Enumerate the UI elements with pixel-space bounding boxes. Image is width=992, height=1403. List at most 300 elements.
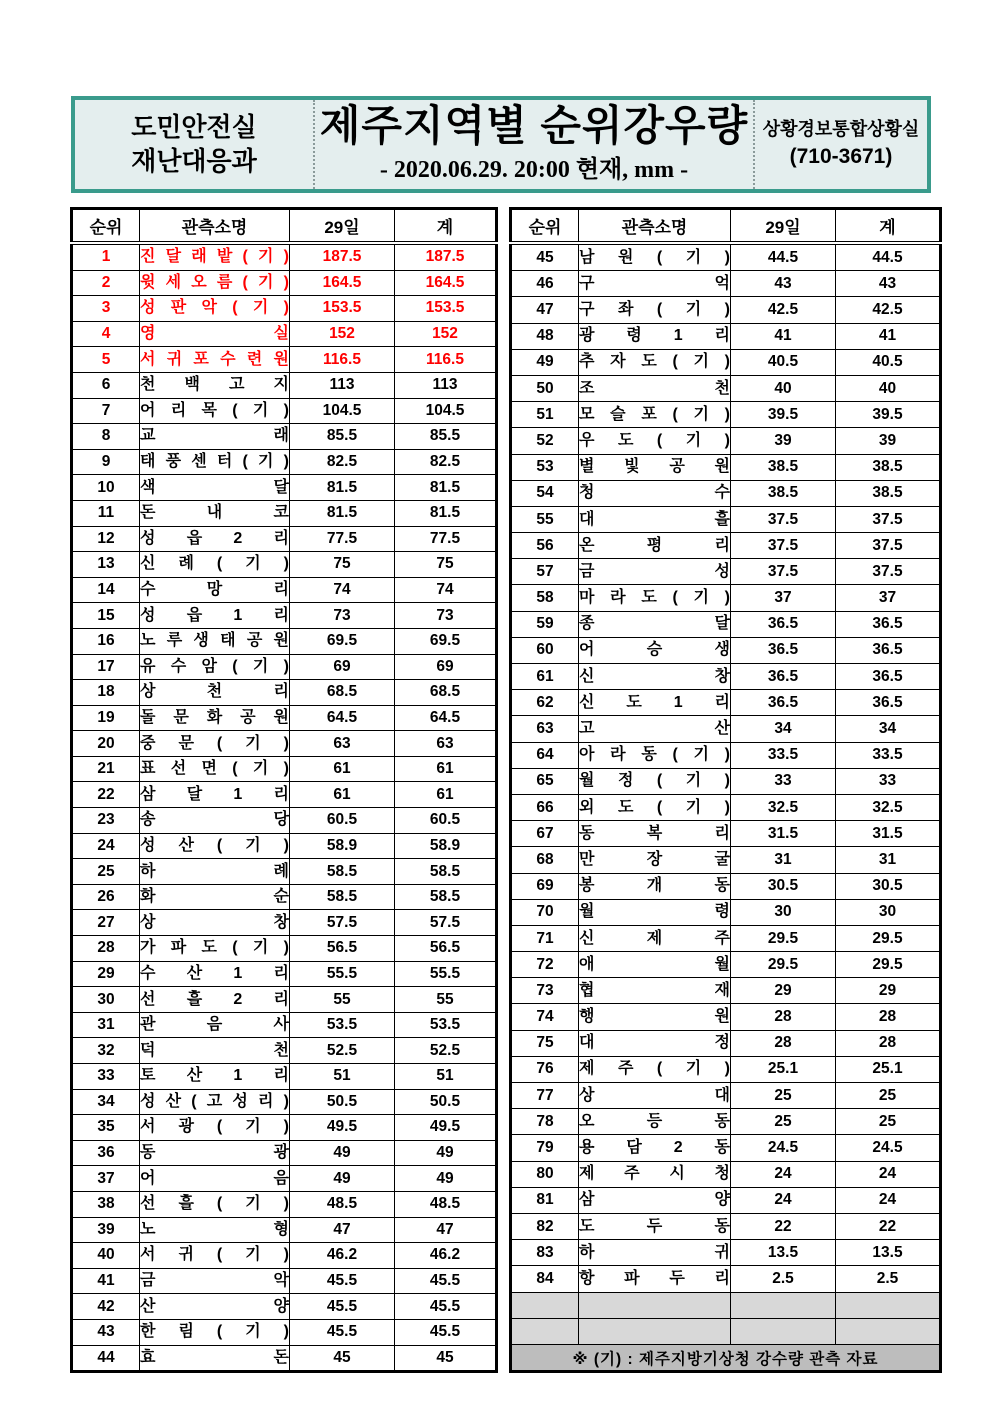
day29-cell: 113 [290,372,395,398]
station-name-cell: 우 도 ( 기 ) [579,428,731,454]
table-row [72,347,497,373]
station-name-cell: 추 자 도 ( 기 ) [579,349,731,375]
office-contact [755,100,927,189]
day29-cell: 44.5 [731,243,836,271]
total-cell: 45 [395,1345,497,1372]
total-cell: 50.5 [395,1089,497,1115]
table-row [72,987,497,1013]
total-cell: 77.5 [395,526,497,552]
day29-cell: 68.5 [290,680,395,706]
table-row [511,559,941,585]
day29-cell: 52.5 [290,1038,395,1064]
station-name-cell: 노 루 생 태 공 원 [140,628,290,654]
table-row [72,449,497,475]
day29-cell: 37.5 [731,506,836,532]
station-name-cell: 종 달 [579,611,731,637]
day29-cell: 25 [731,1109,836,1135]
day29-cell: 38.5 [731,454,836,480]
total-cell: 31 [836,847,941,873]
rank-cell: 43 [72,1319,140,1345]
table-row [511,1240,941,1266]
station-name-cell: 어 승 생 [579,637,731,663]
table-row [72,398,497,424]
rank-cell: 63 [511,716,579,742]
table-row [72,1294,497,1320]
day29-cell: 24.5 [731,1135,836,1161]
table-row [72,1191,497,1217]
day29-cell: 53.5 [290,1012,395,1038]
day29-cell: 13.5 [731,1240,836,1266]
station-name-cell: 외 도 ( 기 ) [579,794,731,820]
station-name-cell: 제 주 시 청 [579,1161,731,1187]
total-cell: 36.5 [836,611,941,637]
station-name-cell: 오 등 동 [579,1109,731,1135]
total-cell: 61 [395,756,497,782]
total-cell: 39 [836,428,941,454]
day29-cell: 22 [731,1213,836,1239]
total-cell: 56.5 [395,936,497,962]
rank-cell: 74 [511,1004,579,1030]
day29-cell: 55.5 [290,961,395,987]
station-name-cell: 가 파 도 ( 기 ) [140,936,290,962]
rank-cell: 41 [72,1268,140,1294]
station-name-cell: 천 백 고 지 [140,372,290,398]
station-name-cell: 도 두 동 [579,1213,731,1239]
col-station: 관측소명 [579,209,731,244]
total-cell: 69.5 [395,628,497,654]
total-cell: 116.5 [395,347,497,373]
empty-cell [511,1292,579,1318]
total-cell: 25 [836,1109,941,1135]
header-row [511,209,941,244]
rank-cell: 3 [72,296,140,322]
rank-cell: 11 [72,500,140,526]
day29-cell: 49 [290,1140,395,1166]
rank-cell: 1 [72,243,140,270]
rank-cell: 37 [72,1166,140,1192]
table-row [511,1266,941,1292]
total-cell: 49.5 [395,1115,497,1141]
total-cell: 24 [836,1187,941,1213]
day29-cell: 39 [731,428,836,454]
rank-cell: 32 [72,1038,140,1064]
station-name-cell: 모 슬 포 ( 기 ) [579,402,731,428]
total-cell: 30 [836,899,941,925]
rank-cell: 58 [511,585,579,611]
table-row [72,1217,497,1243]
day29-cell: 43 [731,271,836,297]
station-name-cell: 삼 양 [579,1187,731,1213]
table-row [72,910,497,936]
total-cell: 28 [836,1004,941,1030]
day29-cell: 57.5 [290,910,395,936]
table-row [72,884,497,910]
empty-row [511,1318,941,1344]
rank-cell: 20 [72,731,140,757]
table-row [72,500,497,526]
rank-cell: 5 [72,347,140,373]
station-name-cell: 돈 내 코 [140,500,290,526]
rank-cell: 24 [72,833,140,859]
total-cell: 49 [395,1140,497,1166]
station-name-cell: 신 제 주 [579,925,731,951]
station-name-cell: 행 원 [579,1004,731,1030]
rank-cell: 56 [511,533,579,559]
station-name-cell: 토 산 1 리 [140,1064,290,1090]
station-name-cell: 성 산 ( 고 성 리 ) [140,1089,290,1115]
rank-cell: 44 [72,1345,140,1372]
col-rank: 순위 [511,209,579,244]
total-cell: 40.5 [836,349,941,375]
station-name-cell: 신 도 1 리 [579,690,731,716]
table-row [72,1319,497,1345]
table-row [511,1004,941,1030]
table-row [72,731,497,757]
day29-cell: 40 [731,375,836,401]
day29-cell: 69 [290,654,395,680]
day29-cell: 58.9 [290,833,395,859]
rank-cell: 31 [72,1012,140,1038]
total-cell: 29.5 [836,925,941,951]
col-station: 관측소명 [140,209,290,244]
station-name-cell: 덕 천 [140,1038,290,1064]
table-row [511,821,941,847]
total-cell: 45.5 [395,1268,497,1294]
table-row [511,952,941,978]
table-row [72,705,497,731]
station-name-cell: 고 산 [579,716,731,742]
rank-cell: 83 [511,1240,579,1266]
station-name-cell: 동 복 리 [579,821,731,847]
station-name-cell: 한 림 ( 기 ) [140,1319,290,1345]
day29-cell: 187.5 [290,243,395,270]
empty-cell [511,1318,579,1344]
rank-cell: 80 [511,1161,579,1187]
col-total: 계 [836,209,941,244]
total-cell: 38.5 [836,454,941,480]
total-cell: 36.5 [836,664,941,690]
total-cell: 51 [395,1064,497,1090]
rank-cell: 55 [511,506,579,532]
total-cell: 57.5 [395,910,497,936]
total-cell: 30.5 [836,873,941,899]
rank-cell: 48 [511,323,579,349]
station-name-cell: 신 례 ( 기 ) [140,552,290,578]
table-row [72,1115,497,1141]
rank-cell: 75 [511,1030,579,1056]
rank-cell: 28 [72,936,140,962]
total-cell: 48.5 [395,1191,497,1217]
total-cell: 44.5 [836,243,941,271]
day29-cell: 51 [290,1064,395,1090]
station-name-cell: 조 천 [579,375,731,401]
day29-cell: 81.5 [290,500,395,526]
table-row [72,577,497,603]
day29-cell: 49.5 [290,1115,395,1141]
rank-cell: 52 [511,428,579,454]
station-name-cell: 월 령 [579,899,731,925]
day29-cell: 24 [731,1161,836,1187]
total-cell: 152 [395,321,497,347]
station-name-cell: 돌 문 화 공 원 [140,705,290,731]
station-name-cell: 금 성 [579,559,731,585]
rank-cell: 57 [511,559,579,585]
table-row [72,372,497,398]
empty-cell [579,1318,731,1344]
rank-cell: 69 [511,873,579,899]
department-label [75,100,315,189]
total-cell: 29 [836,978,941,1004]
rank-cell: 8 [72,424,140,450]
total-cell: 69 [395,654,497,680]
day29-cell: 32.5 [731,794,836,820]
day29-cell: 64.5 [290,705,395,731]
rank-cell: 7 [72,398,140,424]
total-cell: 13.5 [836,1240,941,1266]
total-cell: 81.5 [395,475,497,501]
day29-cell: 48.5 [290,1191,395,1217]
total-cell: 37 [836,585,941,611]
table-row [511,847,941,873]
total-cell: 82.5 [395,449,497,475]
day29-cell: 49 [290,1166,395,1192]
station-name-cell: 선 흘 ( 기 ) [140,1191,290,1217]
rank-cell: 49 [511,349,579,375]
total-cell: 34 [836,716,941,742]
total-cell: 24.5 [836,1135,941,1161]
day29-cell: 82.5 [290,449,395,475]
total-cell: 25 [836,1083,941,1109]
table-row [72,1012,497,1038]
day29-cell: 45.5 [290,1294,395,1320]
station-name-cell: 색 달 [140,475,290,501]
total-cell: 55.5 [395,961,497,987]
rank-cell: 65 [511,768,579,794]
empty-cell [579,1292,731,1318]
total-cell: 24 [836,1161,941,1187]
rank-cell: 15 [72,603,140,629]
station-name-cell: 금 악 [140,1268,290,1294]
table-row [511,1083,941,1109]
total-cell: 36.5 [836,690,941,716]
table-row [511,899,941,925]
rank-cell: 77 [511,1083,579,1109]
table-row [511,506,941,532]
rank-cell: 27 [72,910,140,936]
total-cell: 22 [836,1213,941,1239]
station-name-cell: 윗 세 오 름 ( 기 ) [140,270,290,296]
rank-cell: 29 [72,961,140,987]
empty-cell [836,1292,941,1318]
day29-cell: 36.5 [731,611,836,637]
table-row [72,1166,497,1192]
rank-cell: 72 [511,952,579,978]
station-name-cell: 삼 달 1 리 [140,782,290,808]
day29-cell: 37.5 [731,533,836,559]
day29-cell: 73 [290,603,395,629]
day29-cell: 39.5 [731,402,836,428]
table-row [511,611,941,637]
department-line1: 도민안전실 [131,111,257,142]
table-row [511,375,941,401]
rank-cell: 10 [72,475,140,501]
rank-cell: 6 [72,372,140,398]
day29-cell: 36.5 [731,690,836,716]
table-row [511,742,941,768]
rank-cell: 68 [511,847,579,873]
table-row [72,243,497,270]
rank-cell: 33 [72,1064,140,1090]
footnote-cell: ※ (기) : 제주지방기상청 강수량 관측 자료 [511,1344,941,1371]
total-cell: 61 [395,782,497,808]
total-cell: 75 [395,552,497,578]
station-name-cell: 관 음 사 [140,1012,290,1038]
day29-cell: 31 [731,847,836,873]
station-name-cell: 교 래 [140,424,290,450]
day29-cell: 41 [731,323,836,349]
header-row [72,209,497,244]
station-name-cell: 어 리 목 ( 기 ) [140,398,290,424]
station-name-cell: 영 실 [140,321,290,347]
table-row [72,1064,497,1090]
empty-cell [731,1318,836,1344]
rank-cell: 13 [72,552,140,578]
station-name-cell: 중 문 ( 기 ) [140,731,290,757]
rank-cell: 71 [511,925,579,951]
col-day29: 29일 [290,209,395,244]
table-row [511,1030,941,1056]
station-name-cell: 제 주 ( 기 ) [579,1056,731,1082]
office-phone: (710-3671) [789,145,893,169]
rank-cell: 26 [72,884,140,910]
day29-cell: 104.5 [290,398,395,424]
station-name-cell: 상 창 [140,910,290,936]
table-row [511,925,941,951]
rank-cell: 12 [72,526,140,552]
station-name-cell: 협 재 [579,978,731,1004]
table-row [72,475,497,501]
table-row [72,1345,497,1372]
total-cell: 58.5 [395,859,497,885]
day29-cell: 164.5 [290,270,395,296]
table-row [511,349,941,375]
table-row [72,833,497,859]
page-subtitle: - 2020.06.29. 20:00 현재, mm - [379,157,689,184]
day29-cell: 47 [290,1217,395,1243]
total-cell: 25.1 [836,1056,941,1082]
station-name-cell: 남 원 ( 기 ) [579,243,731,271]
rainfall-table-left [70,207,498,1373]
rank-cell: 4 [72,321,140,347]
table-row [511,585,941,611]
day29-cell: 29 [731,978,836,1004]
day29-cell: 56.5 [290,936,395,962]
day29-cell: 36.5 [731,637,836,663]
table-row [72,782,497,808]
station-name-cell: 태 풍 센 터 ( 기 ) [140,449,290,475]
day29-cell: 42.5 [731,297,836,323]
total-cell: 43 [836,271,941,297]
rank-cell: 64 [511,742,579,768]
day29-cell: 2.5 [731,1266,836,1292]
day29-cell: 33.5 [731,742,836,768]
table-row [511,637,941,663]
rank-cell: 18 [72,680,140,706]
rank-cell: 23 [72,808,140,834]
rank-cell: 21 [72,756,140,782]
rank-cell: 60 [511,637,579,663]
rank-cell: 70 [511,899,579,925]
day29-cell: 30.5 [731,873,836,899]
day29-cell: 46.2 [290,1243,395,1269]
station-name-cell: 진 달 래 밭 ( 기 ) [140,243,290,270]
rank-cell: 30 [72,987,140,1013]
rank-cell: 19 [72,705,140,731]
station-name-cell: 항 파 두 리 [579,1266,731,1292]
day29-cell: 40.5 [731,349,836,375]
total-cell: 64.5 [395,705,497,731]
rank-cell: 42 [72,1294,140,1320]
total-cell: 2.5 [836,1266,941,1292]
total-cell: 47 [395,1217,497,1243]
rank-cell: 22 [72,782,140,808]
title-block [315,100,755,189]
rank-cell: 16 [72,628,140,654]
day29-cell: 25.1 [731,1056,836,1082]
table-row [511,664,941,690]
table-row [511,873,941,899]
station-name-cell: 신 창 [579,664,731,690]
station-name-cell: 화 순 [140,884,290,910]
rank-cell: 2 [72,270,140,296]
station-name-cell: 동 광 [140,1140,290,1166]
station-name-cell: 상 대 [579,1083,731,1109]
table-row [511,1109,941,1135]
total-cell: 52.5 [395,1038,497,1064]
rank-cell: 9 [72,449,140,475]
total-cell: 153.5 [395,296,497,322]
table-row [511,768,941,794]
total-cell: 41 [836,323,941,349]
table-row [72,859,497,885]
empty-cell [731,1292,836,1318]
total-cell: 81.5 [395,500,497,526]
total-cell: 31.5 [836,821,941,847]
col-total: 계 [395,209,497,244]
total-cell: 38.5 [836,480,941,506]
table-row [511,533,941,559]
table-row [511,480,941,506]
total-cell: 113 [395,372,497,398]
total-cell: 68.5 [395,680,497,706]
day29-cell: 45.5 [290,1268,395,1294]
table-row [511,716,941,742]
day29-cell: 45.5 [290,1319,395,1345]
total-cell: 33.5 [836,742,941,768]
rank-cell: 62 [511,690,579,716]
rank-cell: 78 [511,1109,579,1135]
station-name-cell: 청 수 [579,480,731,506]
rank-cell: 47 [511,297,579,323]
table-row [72,296,497,322]
table-row [72,424,497,450]
station-name-cell: 서 귀 포 수 련 원 [140,347,290,373]
rank-cell: 38 [72,1191,140,1217]
station-name-cell: 대 정 [579,1030,731,1056]
station-name-cell: 월 정 ( 기 ) [579,768,731,794]
total-cell: 40 [836,375,941,401]
table-row [72,526,497,552]
